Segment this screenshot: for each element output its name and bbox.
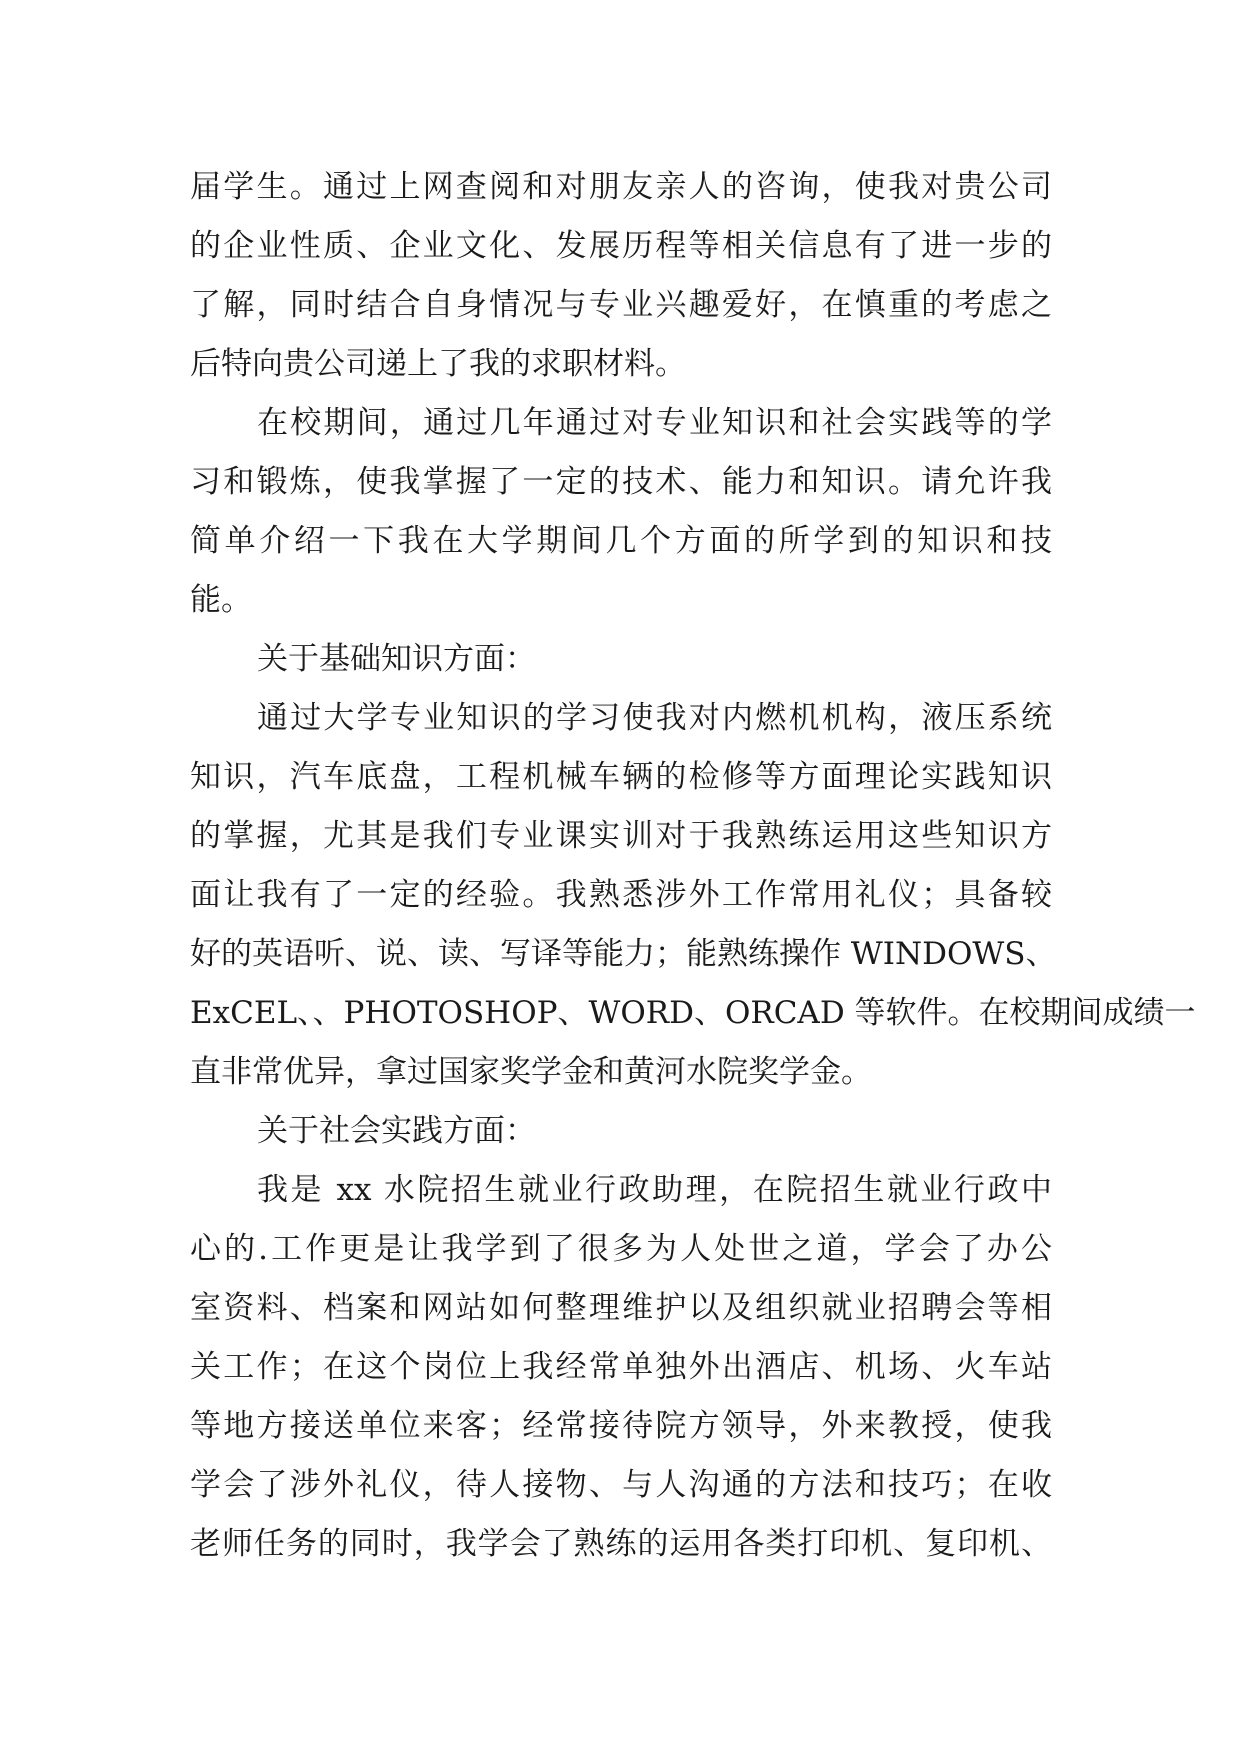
text-line: 了解，同时结合自身情况与专业兴趣爱好，在慎重的考虑之 xyxy=(190,287,1052,323)
text-line: 学会了涉外礼仪，待人接物、与人沟通的方法和技巧；在收 xyxy=(190,1467,1052,1503)
document-body xyxy=(190,158,1196,1574)
text-line: 习和锻炼，使我掌握了一定的技术、能力和知识。请允许我 xyxy=(190,464,1052,500)
section-heading: 关于社会实践方面： xyxy=(257,1113,536,1149)
text-line: 等地方接送单位来客；经常接待院方领导，外来教授，使我 xyxy=(190,1408,1052,1444)
text-line: 知识，汽车底盘，工程机械车辆的检修等方面理论实践知识 xyxy=(190,759,1052,795)
text-line: 简单介绍一下我在大学期间几个方面的所学到的知识和技 xyxy=(190,523,1052,559)
section-heading: 关于基础知识方面： xyxy=(257,641,536,677)
text-line: 室资料、档案和网站如何整理维护以及组织就业招聘会等相 xyxy=(190,1290,1052,1326)
text-line: 能。 xyxy=(190,582,252,618)
text-line: 的掌握，尤其是我们专业课实训对于我熟练运用这些知识方 xyxy=(190,818,1052,854)
text-line: 届学生。通过上网查阅和对朋友亲人的咨询，使我对贵公司 xyxy=(190,169,1052,205)
text-line: 老师任务的同时，我学会了熟练的运用各类打印机、复印机、 xyxy=(190,1526,1052,1562)
text-line: 的企业性质、企业文化、发展历程等相关信息有了进一步的 xyxy=(190,228,1052,264)
text-line: 后特向贵公司递上了我的求职材料。 xyxy=(190,346,686,382)
text-line: ExCEL、、PHOTOSHOP、WORD、ORCAD 等软件。在校期间成绩一 xyxy=(190,995,1196,1031)
text-line: 面让我有了一定的经验。我熟悉涉外工作常用礼仪；具备较 xyxy=(190,877,1052,913)
text-line: 心的.工作更是让我学到了很多为人处世之道，学会了办公 xyxy=(190,1231,1052,1267)
text-line: 好的英语听、说、读、写译等能力；能熟练操作 WINDOWS、 xyxy=(190,936,1057,972)
paragraph-first-line: 通过大学专业知识的学习使我对内燃机机构，液压系统 xyxy=(257,700,1052,736)
text-line: 关工作；在这个岗位上我经常单独外出酒店、机场、火车站 xyxy=(190,1349,1052,1385)
text-line: 直非常优异，拿过国家奖学金和黄河水院奖学金。 xyxy=(190,1054,872,1090)
paragraph-first-line: 在校期间，通过几年通过对专业知识和社会实践等的学 xyxy=(257,405,1052,441)
paragraph-first-line: 我是 xx 水院招生就业行政助理，在院招生就业行政中 xyxy=(257,1172,1052,1208)
